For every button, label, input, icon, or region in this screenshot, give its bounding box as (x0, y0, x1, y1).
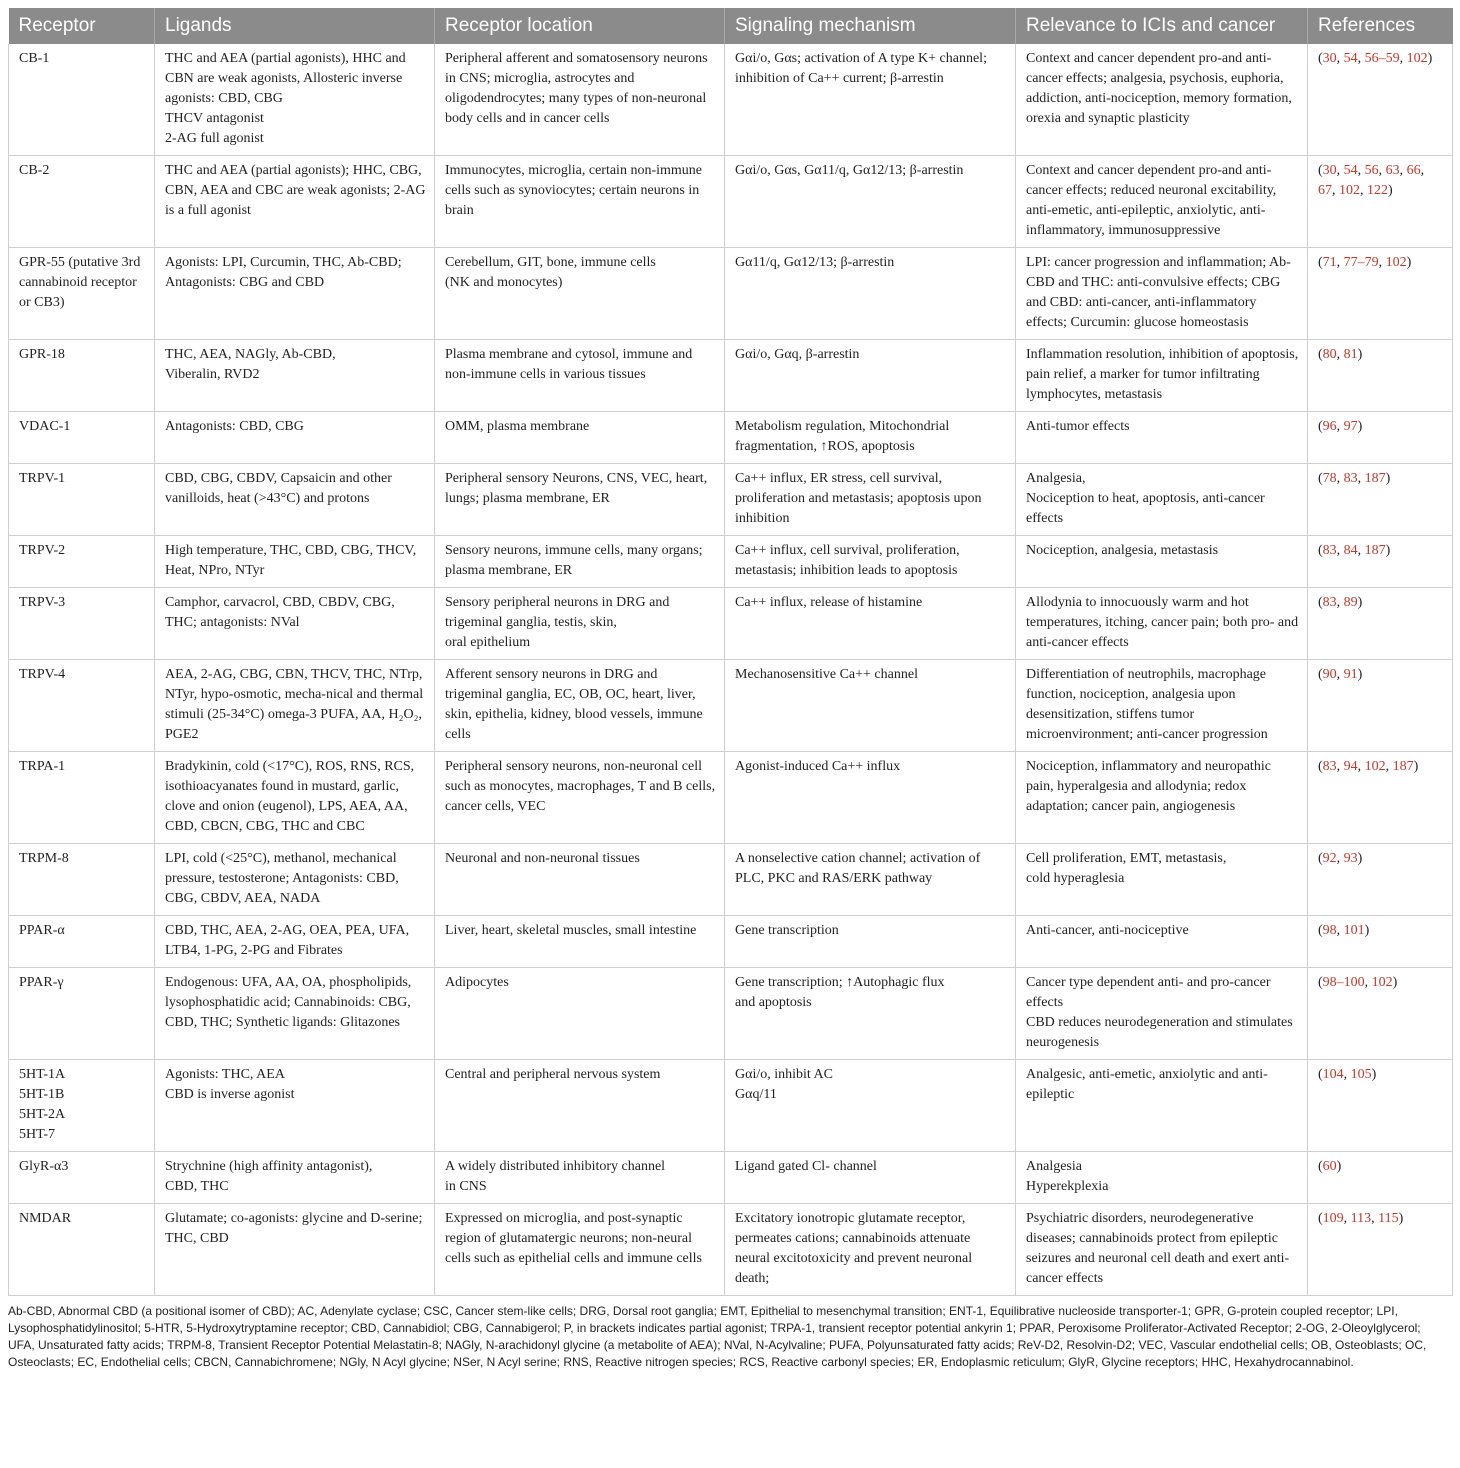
cell-text: Allodynia to innocuously warm and hot temperatures, itching, cancer pain; both pro- and anti-cancer effects (1026, 595, 1299, 650)
cell-text: 5HT-1A (19, 1067, 66, 1082)
table-row (9, 660, 1453, 752)
references-cell: (109, 113, 115) (1308, 1204, 1453, 1296)
reference-link[interactable]: 56 (1364, 163, 1379, 178)
cell-text: TRPV-2 (19, 543, 66, 558)
cell-text: Anti-tumor effects (1026, 419, 1130, 434)
ligands-cell (155, 968, 435, 1060)
cell-text: TRPV-4 (19, 667, 66, 682)
cell-text: CBD, CBG, CBDV, Capsaicin and other vanilloids, heat (>43°C) and protons (165, 471, 392, 506)
table-row (9, 844, 1453, 916)
reference-link[interactable]: 102 (1385, 255, 1407, 270)
signaling-cell (725, 1152, 1016, 1204)
location-cell (435, 44, 725, 156)
references-cell: (30, 54, 56–59, 102) (1308, 44, 1453, 156)
table-row (9, 1204, 1453, 1296)
signaling-cell (725, 248, 1016, 340)
relevance-cell (1016, 588, 1308, 660)
references-cell: (80, 81) (1308, 340, 1453, 412)
cell-text: Afferent sensory neurons in DRG and trigeminal ganglia, EC, OB, OC, heart, liver, skin, epithelia, kidney, blood vessels, immune cells (445, 667, 703, 742)
reference-link[interactable]: 102 (1339, 183, 1360, 198)
header-signaling-mechanism: Signaling mechanism (725, 8, 1016, 44)
cell-text: Sensory peripheral neurons in DRG and trigeminal ganglia, testis, skin, (445, 595, 670, 630)
cell-text: Differentiation of neutrophils, macrophage function, nociception, analgesia upon desensitization, stiffens tumor microenvironment; anti-cancer progression (1026, 667, 1268, 742)
reference-link[interactable]: 115 (1378, 1211, 1399, 1226)
cell-text: AEA, 2-AG, CBG, CBN, THCV, THC, NTrp, NTyr, hypo-osmotic, mecha-nical and thermal stimuli (25-34°C) omega-3 PUFA, AA, H₂O₂, PGE2 (165, 667, 424, 742)
references-cell: (83, 94, 102, 187) (1308, 752, 1453, 844)
cell-text: Expressed on microglia, and post-synaptic region of glutamatergic neurons; non-neural cells such as epithelial cells and immune cells (445, 1211, 702, 1266)
cell-text: VDAC-1 (19, 419, 71, 434)
reference-link[interactable]: 81 (1343, 347, 1358, 362)
receptor-cell (9, 968, 155, 1060)
reference-link[interactable]: 93 (1343, 851, 1358, 866)
cell-text: Cancer type dependent anti- and pro-cancer effects (1026, 975, 1271, 1010)
reference-link[interactable]: 83 (1343, 471, 1358, 486)
references-cell: (98–100, 102) (1308, 968, 1453, 1060)
relevance-cell (1016, 536, 1308, 588)
cell-text: TRPA-1 (19, 759, 66, 774)
cell-text: Peripheral sensory Neurons, CNS, VEC, heart, lungs; plasma membrane, ER (445, 471, 708, 506)
cell-text: Nociception, analgesia, metastasis (1026, 543, 1219, 558)
reference-link[interactable]: 187 (1392, 759, 1414, 774)
cell-text: Camphor, carvacrol, CBD, CBDV, CBG, THC; antagonists: NVal (165, 595, 395, 630)
ligands-cell (155, 464, 435, 536)
reference-link[interactable]: 60 (1322, 1159, 1337, 1174)
relevance-cell (1016, 968, 1308, 1060)
location-cell (435, 916, 725, 968)
cell-text: Sensory neurons, immune cells, many organs; plasma membrane, ER (445, 543, 703, 578)
reference-link[interactable]: 102 (1406, 51, 1428, 66)
reference-link[interactable]: 66 (1406, 163, 1421, 178)
cell-text: Gαi/o, inhibit AC (735, 1067, 833, 1082)
reference-link[interactable]: 30 (1322, 163, 1337, 178)
reference-link[interactable]: 113 (1350, 1211, 1372, 1226)
cell-text: 2-AG full agonist (165, 131, 264, 146)
ligands-cell (155, 916, 435, 968)
relevance-cell (1016, 660, 1308, 752)
cell-text: Agonist-induced Ca++ influx (735, 759, 901, 774)
receptor-cell (9, 156, 155, 248)
signaling-cell (725, 536, 1016, 588)
cell-text: Gene transcription (735, 923, 839, 938)
cell-text: Metabolism regulation, Mitochondrial fragmentation, ↑ROS, apoptosis (735, 419, 950, 454)
reference-link[interactable]: 91 (1343, 667, 1358, 682)
reference-link[interactable]: 187 (1364, 471, 1386, 486)
reference-link[interactable]: 104 (1322, 1067, 1344, 1082)
relevance-cell (1016, 412, 1308, 464)
table-row (9, 752, 1453, 844)
cell-text: CB-1 (19, 51, 50, 66)
table-row (9, 1152, 1453, 1204)
relevance-cell (1016, 1204, 1308, 1296)
cell-text: Analgesia (1026, 1159, 1082, 1174)
cell-text: THC and AEA (partial agonists); HHC, CBG, CBN, AEA and CBC are weak agonists; 2-AG is a full agonist (165, 163, 426, 218)
cell-text: Gαi/o, Gαs; activation of A type K+ channel; inhibition of Ca++ current; β-arrestin (735, 51, 987, 86)
receptor-cell (9, 844, 155, 916)
reference-link[interactable]: 92 (1322, 851, 1337, 866)
cell-text: Ligand gated Cl- channel (735, 1159, 877, 1174)
cell-text: 5HT-7 (19, 1127, 56, 1142)
cell-text: GPR-18 (19, 347, 65, 362)
relevance-cell (1016, 844, 1308, 916)
relevance-cell (1016, 156, 1308, 248)
signaling-cell (725, 1060, 1016, 1152)
cell-text: CBD reduces neurodegeneration and stimulates neurogenesis (1026, 1015, 1293, 1050)
cell-text: Antagonists: CBD, CBG (165, 419, 304, 434)
cell-text: Excitatory ionotropic glutamate receptor, permeates cations; cannabinoids attenuate neural excitotoxicity and prevent neuronal death; (735, 1211, 973, 1286)
cell-text: Strychnine (high affinity antagonist), (165, 1159, 373, 1174)
reference-link[interactable]: 83 (1322, 595, 1337, 610)
relevance-cell (1016, 248, 1308, 340)
cell-text: Ca++ influx, release of histamine (735, 595, 923, 610)
receptor-cell (9, 464, 155, 536)
references-cell: (78, 83, 187) (1308, 464, 1453, 536)
header-ligands: Ligands (155, 8, 435, 44)
receptor-cell (9, 660, 155, 752)
reference-link[interactable]: 101 (1343, 923, 1365, 938)
table-row (9, 156, 1453, 248)
cell-text: Peripheral afferent and somatosensory neurons in CNS; microglia, astrocytes and oligodendrocytes; many types of non-neuronal body cells and in cancer cells (445, 51, 708, 126)
receptor-cell (9, 916, 155, 968)
cell-text: TRPV-1 (19, 471, 66, 486)
cell-text: Nociception, inflammatory and neuropathic pain, hyperalgesia and allodynia; redox adaptation; cancer pain, angiogenesis (1026, 759, 1271, 814)
relevance-cell (1016, 1060, 1308, 1152)
reference-link[interactable]: 71 (1322, 255, 1337, 270)
cell-text: Hyperekplexia (1026, 1179, 1109, 1194)
table-row (9, 248, 1453, 340)
reference-link[interactable]: 98–100 (1322, 975, 1365, 990)
receptor-cell (9, 588, 155, 660)
reference-link[interactable]: 67 (1318, 183, 1332, 198)
table-row (9, 916, 1453, 968)
header-receptor-location: Receptor location (435, 8, 725, 44)
cell-text: Gαq/11 (735, 1087, 777, 1102)
references-cell: (83, 89) (1308, 588, 1453, 660)
cell-text: Agonists: LPI, Curcumin, THC, Ab-CBD; Antagonists: CBG and CBD (165, 255, 402, 290)
receptor-cell (9, 536, 155, 588)
location-cell (435, 1204, 725, 1296)
receptor-cell (9, 248, 155, 340)
cell-text: Immunocytes, microglia, certain non-immune cells such as synoviocytes; certain neurons in brain (445, 163, 702, 218)
receptor-cell (9, 1152, 155, 1204)
header-relevance: Relevance to ICIs and cancer (1016, 8, 1308, 44)
reference-link[interactable]: 54 (1343, 51, 1358, 66)
table-row (9, 412, 1453, 464)
location-cell (435, 752, 725, 844)
cell-text: cold hyperaglesia (1026, 871, 1125, 886)
ligands-cell (155, 844, 435, 916)
reference-link[interactable]: 78 (1322, 471, 1337, 486)
header-references: References (1308, 8, 1453, 44)
relevance-cell (1016, 44, 1308, 156)
cell-text: Viberalin, RVD2 (165, 367, 260, 382)
signaling-cell (725, 844, 1016, 916)
cell-text: Nociception to heat, apoptosis, anti-cancer effects (1026, 491, 1265, 526)
cell-text: LPI, cold (<25°C), methanol, mechanical pressure, testosterone; Antagonists: CBD, CBG, CBDV, AEA, NADA (165, 851, 399, 906)
cell-text: 5HT-1B (19, 1087, 65, 1102)
signaling-cell (725, 1204, 1016, 1296)
cell-text: PPAR-γ (19, 975, 64, 990)
table-row (9, 1060, 1453, 1152)
cell-text: THC and AEA (partial agonists), HHC and CBN are weak agonists, Allosteric inverse agonists: CBD, CBG (165, 51, 406, 106)
cell-text: GPR-55 (putative 3rd cannabinoid receptor or CB3) (19, 255, 141, 310)
table-header (9, 8, 1453, 44)
location-cell (435, 248, 725, 340)
reference-link[interactable]: 77–79 (1343, 255, 1379, 270)
reference-link[interactable]: 83 (1322, 543, 1337, 558)
cell-text: Cell proliferation, EMT, metastasis, (1026, 851, 1227, 866)
ligands-cell (155, 1060, 435, 1152)
cell-text: Glutamate; co-agonists: glycine and D-serine; THC, CBD (165, 1211, 423, 1246)
receptor-cell (9, 44, 155, 156)
location-cell (435, 844, 725, 916)
reference-link[interactable]: 89 (1343, 595, 1358, 610)
cell-text: Bradykinin, cold (<17°C), ROS, RNS, RCS, isothioacyanates found in mustard, garlic, clove and onion (eugenol), LPS, AEA, AA, CBD, CBCN, CBG, THC and CBC (165, 759, 415, 834)
reference-link[interactable]: 97 (1343, 419, 1358, 434)
reference-link[interactable]: 84 (1343, 543, 1358, 558)
reference-link[interactable]: 122 (1367, 183, 1388, 198)
cell-text: GlyR-α3 (19, 1159, 69, 1174)
reference-link[interactable]: 187 (1364, 543, 1386, 558)
header-receptor: Receptor (9, 8, 155, 44)
reference-link[interactable]: 54 (1343, 163, 1358, 178)
reference-link[interactable]: 90 (1322, 667, 1337, 682)
references-cell: (96, 97) (1308, 412, 1453, 464)
signaling-cell (725, 588, 1016, 660)
table-container (8, 8, 1452, 1371)
cell-text: Gαi/o, Gαs, Gα11/q, Gα12/13; β-arrestin (735, 163, 964, 178)
signaling-cell (725, 660, 1016, 752)
ligands-cell (155, 752, 435, 844)
reference-link[interactable]: 105 (1350, 1067, 1372, 1082)
cell-text: Gene transcription; ↑Autophagic flux (735, 975, 945, 990)
relevance-cell (1016, 340, 1308, 412)
receptor-cell (9, 412, 155, 464)
cell-text: Ca++ influx, ER stress, cell survival, proliferation and metastasis; apoptosis upon inhibition (735, 471, 982, 526)
cell-text: High temperature, THC, CBD, CBG, THCV, Heat, NPro, NTyr (165, 543, 417, 578)
ligands-cell (155, 1204, 435, 1296)
location-cell (435, 156, 725, 248)
references-cell: (92, 93) (1308, 844, 1453, 916)
cell-text: Neuronal and non-neuronal tissues (445, 851, 640, 866)
table-row (9, 464, 1453, 536)
cell-text: CB-2 (19, 163, 50, 178)
reference-link[interactable]: 94 (1343, 759, 1358, 774)
reference-link[interactable]: 96 (1322, 419, 1337, 434)
cell-text: Adipocytes (445, 975, 509, 990)
cell-text: LPI: cancer progression and inflammation; Ab-CBD and THC: anti-convulsive effects; CBG and CBD: anti-cancer, anti-inflammatory effects; Curcumin: glucose homeostasis (1026, 255, 1291, 330)
ligands-cell (155, 44, 435, 156)
cell-text: Cerebellum, GIT, bone, immune cells (445, 255, 656, 270)
cell-text: Agonists: THC, AEA (165, 1067, 285, 1082)
signaling-cell (725, 340, 1016, 412)
cell-text: Central and peripheral nervous system (445, 1067, 661, 1082)
location-cell (435, 968, 725, 1060)
table-row (9, 340, 1453, 412)
reference-link[interactable]: 102 (1371, 975, 1393, 990)
table-row (9, 968, 1453, 1060)
references-cell: (90, 91) (1308, 660, 1453, 752)
receptor-cell (9, 1060, 155, 1152)
ligands-cell (155, 660, 435, 752)
cell-text: TRPV-3 (19, 595, 66, 610)
ligands-cell (155, 248, 435, 340)
ligands-cell (155, 340, 435, 412)
references-cell: (71, 77–79, 102) (1308, 248, 1453, 340)
location-cell (435, 536, 725, 588)
references-cell: (98, 101) (1308, 916, 1453, 968)
cell-text: CBD is inverse agonist (165, 1087, 295, 1102)
location-cell (435, 1060, 725, 1152)
ligands-cell (155, 412, 435, 464)
cell-text: PPAR-α (19, 923, 65, 938)
cell-text: OMM, plasma membrane (445, 419, 590, 434)
cell-text: Ca++ influx, cell survival, proliferation, metastasis; inhibition leads to apoptosis (735, 543, 960, 578)
relevance-cell (1016, 1152, 1308, 1204)
signaling-cell (725, 44, 1016, 156)
cell-text: 5HT-2A (19, 1107, 66, 1122)
signaling-cell (725, 968, 1016, 1060)
reference-link[interactable]: 63 (1385, 163, 1400, 178)
cell-text: in CNS (445, 1179, 487, 1194)
relevance-cell (1016, 464, 1308, 536)
location-cell (435, 464, 725, 536)
cell-text: Plasma membrane and cytosol, immune and non-immune cells in various tissues (445, 347, 693, 382)
cell-text: (NK and monocytes) (445, 275, 563, 290)
cell-text: Endogenous: UFA, AA, OA, phospholipids, lysophosphatidic acid; Cannabinoids: CBG, CBD, THC; Synthetic ligands: Glitazones (165, 975, 412, 1030)
cell-text: Analgesic, anti-emetic, anxiolytic and anti-epileptic (1026, 1067, 1268, 1102)
cell-text: Context and cancer dependent pro-and anti-cancer effects; analgesia, psychosis, euphoria, addiction, anti-nociception, memory formation, orexia and synaptic plasticity (1026, 51, 1292, 126)
reference-link[interactable]: 109 (1322, 1211, 1344, 1226)
reference-link[interactable]: 102 (1364, 759, 1386, 774)
location-cell (435, 412, 725, 464)
signaling-cell (725, 412, 1016, 464)
cell-text: A widely distributed inhibitory channel (445, 1159, 666, 1174)
ligands-cell (155, 1152, 435, 1204)
cell-text: TRPM-8 (19, 851, 69, 866)
signaling-cell (725, 464, 1016, 536)
signaling-cell (725, 916, 1016, 968)
cell-text: Mechanosensitive Ca++ channel (735, 667, 918, 682)
cell-text: Inflammation resolution, inhibition of apoptosis, pain relief, a marker for tumor infiltrating lymphocytes, metastasis (1026, 347, 1299, 402)
references-cell: (104, 105) (1308, 1060, 1453, 1152)
cell-text: Anti-cancer, anti-nociceptive (1026, 923, 1189, 938)
cell-text: Peripheral sensory neurons, non-neuronal cell such as monocytes, macrophages, T and B cells, cancer cells, VEC (445, 759, 716, 814)
receptor-cell (9, 1204, 155, 1296)
signaling-cell (725, 156, 1016, 248)
table-footnote: Ab-CBD, Abnormal CBD (a positional isomer of CBD); AC, Adenylate cyclase; CSC, Cancer stem-like cells; DRG, Dorsal root ganglia; EMT, Epithelial to mesenchymal transition; ENT-1, Equilibrative nucleoside transporter-1; GPR, G-protein coupled receptor; LPI, Lysophosphatidylinositol; 5-HTR, 5-Hydroxytryptamine receptor; CBD, Cannabidiol; CBG, Cannabigerol; P, in brackets indicates partial agonist; TRPA-1, transient receptor potential ankyrin 1; PPAR, Peroxisome Proliferator-Activated Receptor; 2-OG, 2-Oleoylglycerol; UFA, Unsaturated fatty acids; TRPM-8, Transient Receptor Potential Melastatin-8; NAGly, N-arachidonyl glycine (a metabolite of AEA); NVal, N-Acylvaline; PUFA, Polyunsaturated fatty acids; ReV-D2, Resolvin-D2; VEC, Vascular endothelial cells; OB, Osteoblasts; OC, Osteoclasts; EC, Endothelial cells; CBCN, Cannabichromene; NGly, N Acyl glycine; NSer, N Acyl serine; RNS, Reactive nitrogen species; RCS, Reactive carbonyl species; ER, Endoplasmic reticulum; GlyR, Glycine receptors; HHC, Hexahydrocannabinol. (8, 1304, 1427, 1369)
receptor-table (8, 8, 1453, 1296)
table-row (9, 44, 1453, 156)
references-cell: (30, 54, 56, 63, 66, 67, 102, 122) (1308, 156, 1453, 248)
references-cell: (60) (1308, 1152, 1453, 1204)
ligands-cell (155, 156, 435, 248)
cell-text: Analgesia, (1026, 471, 1086, 486)
cell-text: THCV antagonist (165, 111, 264, 126)
cell-text: CBD, THC (165, 1179, 229, 1194)
cell-text: Context and cancer dependent pro-and anti-cancer effects; reduced neuronal excitability, anti-emetic, anti-epileptic, anxiolytic, anti-inflammatory, immunosuppressive (1026, 163, 1277, 238)
table-row (9, 588, 1453, 660)
cell-text: A nonselective cation channel; activation of PLC, PKC and RAS/ERK pathway (735, 851, 981, 886)
receptor-cell (9, 340, 155, 412)
receptor-cell (9, 752, 155, 844)
cell-text: Liver, heart, skeletal muscles, small intestine (445, 923, 697, 938)
reference-link[interactable]: 98 (1322, 923, 1337, 938)
cell-text: Gα11/q, Gα12/13; β-arrestin (735, 255, 895, 270)
cell-text: and apoptosis (735, 995, 812, 1010)
cell-text: THC, AEA, NAGly, Ab-CBD, (165, 347, 336, 362)
cell-text: CBD, THC, AEA, 2-AG, OEA, PEA, UFA, LTB4, 1-PG, 2-PG and Fibrates (165, 923, 410, 958)
location-cell (435, 340, 725, 412)
table-body (9, 44, 1453, 1296)
reference-link[interactable]: 83 (1322, 759, 1337, 774)
table-row (9, 536, 1453, 588)
reference-link[interactable]: 30 (1322, 51, 1337, 66)
ligands-cell (155, 536, 435, 588)
cell-text: NMDAR (19, 1211, 72, 1226)
location-cell (435, 1152, 725, 1204)
reference-link[interactable]: 56–59 (1364, 51, 1400, 66)
location-cell (435, 660, 725, 752)
cell-text: Psychiatric disorders, neurodegenerative diseases; cannabinoids protect from epileptic seizures and neuronal cell death and exert anti-cancer effects (1026, 1211, 1290, 1286)
cell-text: Gαi/o, Gαq, β-arrestin (735, 347, 860, 362)
references-cell: (83, 84, 187) (1308, 536, 1453, 588)
ligands-cell (155, 588, 435, 660)
relevance-cell (1016, 916, 1308, 968)
location-cell (435, 588, 725, 660)
cell-text: oral epithelium (445, 635, 531, 650)
relevance-cell (1016, 752, 1308, 844)
reference-link[interactable]: 80 (1322, 347, 1337, 362)
signaling-cell (725, 752, 1016, 844)
